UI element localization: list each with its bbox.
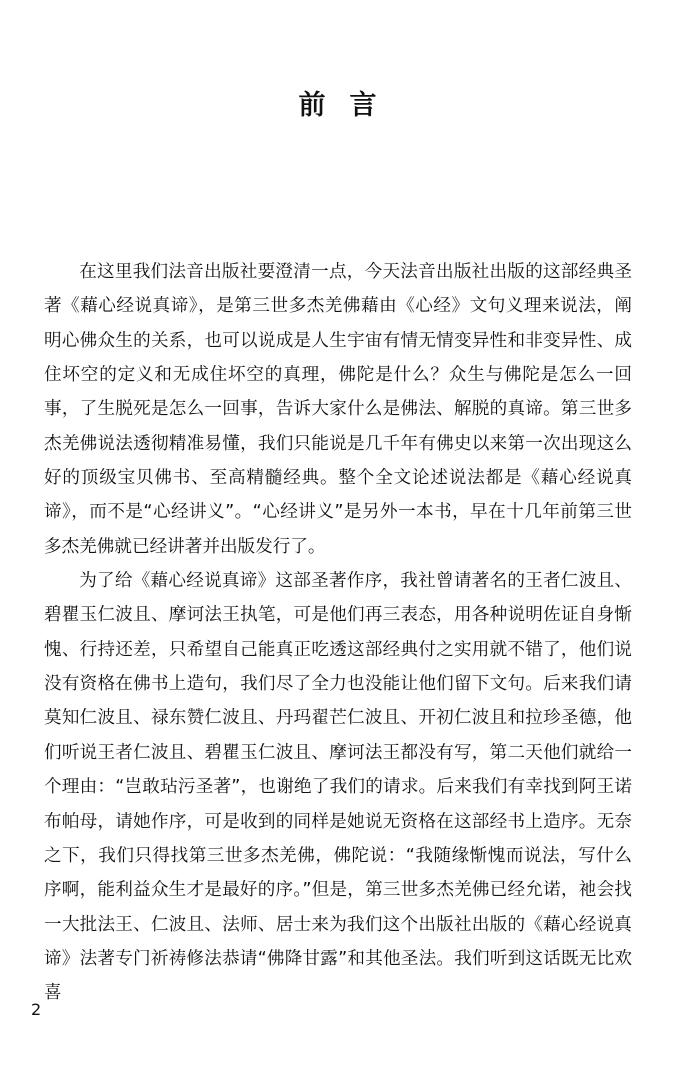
page-number: 2 xyxy=(31,1000,42,1019)
body-text xyxy=(44,255,632,1011)
page-title: 前言 xyxy=(298,90,401,121)
paragraph-2: 为了给《藉心经说真谛》这部圣著作序，我社曾请著名的王者仁波且、碧瞿玉仁波且、摩诃法王执笔，可是他们再三表态，用各种说明佐证自身惭愧、行持还差，只希望自己能真正吃透这部经典付之实用就不错了，他们说没有资格在佛书上造句，我们尽了全力也没能让他们留下文句。后来我们请莫知仁波且、禄东赞仁波且、丹玛翟芒仁波且、开初仁波且和拉珍圣德，他们听说王者仁波且、碧瞿玉仁波且、摩诃法王都没有写，第二天他们就给一个理由：“岂敢玷污圣著”，也谢绝了我们的请求。后来我们有幸找到阿王诺布帕母，请她作序，可是收到的同样是她说无资格在这部经书上造序。无奈之下，我们只得找第三世多杰羌佛，佛陀说：“我随缘惭愧而说法，写什么序啊，能利益众生才是最好的序。”但是，第三世多杰羌佛已经允诺，祂会找一大批法王、仁波且、法师、居士来为我们这个出版社出版的《藉心经说真谛》法著专门祈祷修法恭请“佛降甘露”和其他圣法。我们听到这话既无比欢喜 xyxy=(44,571,632,1004)
paragraph-1: 在这里我们法音出版社要澄清一点，今天法音出版社出版的这部经典圣著《藉心经说真谛》，是第三世多杰羌佛藉由《心经》文句义理来说法，阐明心佛众生的关系，也可以说成是人生宇宙有情无情变异性和非变异性、成住坏空的定义和无成住坏空的真理，佛陀是什么？众生与佛陀是怎么一回事，了生脱死是怎么一回事，告诉大家什么是佛法、解脱的真谛。第三世多杰羌佛说法透彻精准易懂，我们只能说是几千年有佛史以来第一次出现这么好的顶级宝贝佛书、至高精髓经典。整个全文论述说法都是《藉心经说真谛》，而不是“心经讲义”。“心经讲义”是另外一本书，早在十几年前第三世多杰羌佛就已经讲著并出版发行了。 xyxy=(44,262,632,557)
